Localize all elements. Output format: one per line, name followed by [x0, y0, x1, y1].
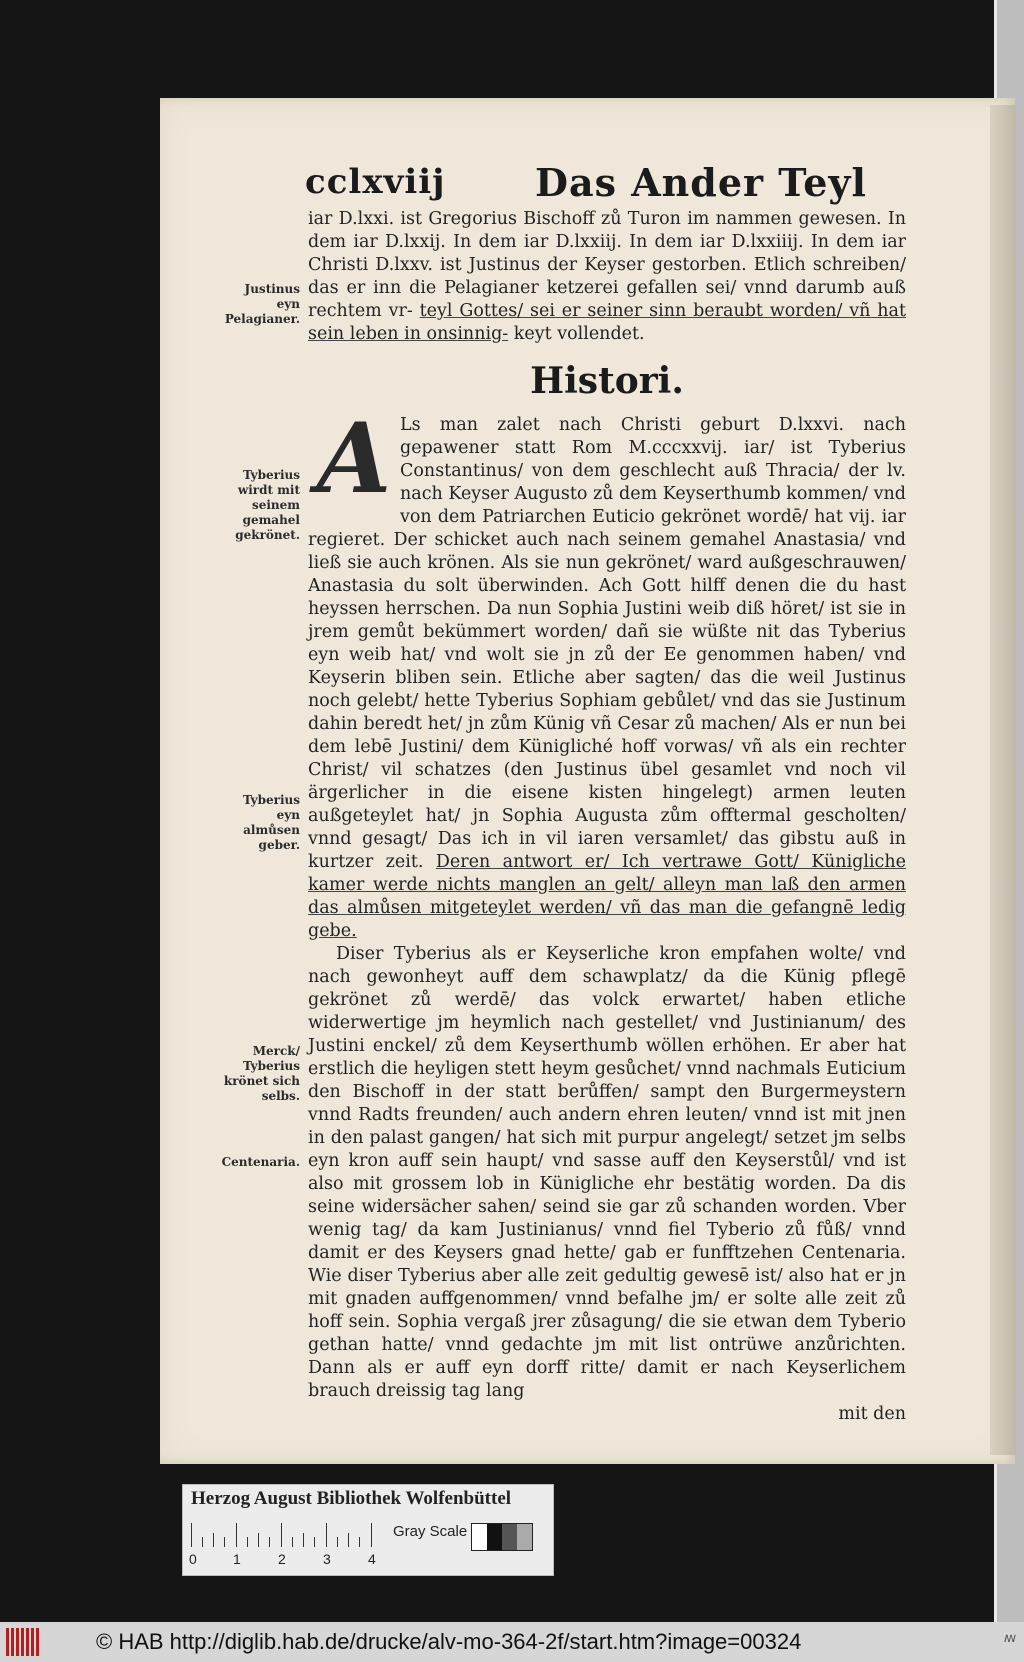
institution-name: Herzog August Bibliothek Wolfenbüttel: [191, 1488, 512, 1509]
margin-note-1: Justinus eyn Pelagianer.: [224, 282, 300, 326]
gray-scale-swatch: [471, 1523, 533, 1551]
margin-note-3: Tyberius eyn almůsen geber.: [243, 793, 300, 852]
margin-note-5: Centenaria.: [221, 1155, 300, 1169]
ruler-number-3: 3: [323, 1551, 331, 1567]
ruler-numbers: [189, 1551, 389, 1569]
page-edge: [990, 105, 1016, 1455]
catchword-line: [308, 1403, 906, 1426]
paragraph-1-underlined-text: Deren antwort er/ Ich vertrawe Gott/ Künigliche kamer werde nichts manglen an gelt/ alleyn man laß den armen das almůsen mitgeteylet werden/ vñ das man die gefangnē ledig gebe.: [308, 852, 906, 941]
running-title: Das Ander Teyl: [535, 160, 867, 205]
section-heading: Histori.: [530, 360, 684, 402]
ruler-number-4: 4: [368, 1551, 376, 1567]
folio-number: cclxviij: [305, 162, 446, 202]
margin-note-2: Tyberius wirdt mit seinem gemahel gekrönet.: [235, 468, 300, 542]
paragraph-1-text: Ls man zalet nach Christi geburt D.lxxvi. nach gepawener statt Rom M.cccxxvij. iar/ ist Tyberius Constantinus/ von dem geschlecht auß Thracia/ der lv. nach Keyser Augusto zů dem Keyserthumb kommen/ vnd von dem Patriarchen Euticio gekrönet wordē/ hat vij. iar regieret. Der schicket auch nach seinem gemahel Anastasia/ vnd ließ sie auch krönen. Als sie nun gekrönet/ ward außgeschrauwen/ Anastasia du solt überwinden. Ach Gott hilff denen die du hast heyssen herrschen. Da nun Sophia Justini weib diß höret/ ist sie in jrem gemůt bekümmert worden/ dañ sie wüßte nit das Tyberius eyn weib hat/ vnd wolt sie jn zů der Ee genommen haben/ vnd Keyserin bliben sein. Etliche aber sagten/ das die weil Justinus noch gelebt/ hette Tyberius Sophiam gebůlet/ vnd das sie Justinum dahin beredt het/ jn zům Künig vñ Cesar zů machen/ Als er nun bei dem lebē Justini/ dem Künigliché hoff vorwas/ vñ als ein rechter Christ/ vil schatzes (den Justinus übel gesamlet vnd noch vil ärgerlicher in die eisene kisten hingelegt) armen leuten außgeteylet hat/ jn Sophia Augusta zům offtermal gescholten/ vnnd gesagt/ Das ich in vil iaren versamlet/ das gibstu auß in kurtzer zeit.: [308, 415, 906, 872]
ruler-number-2: 2: [278, 1551, 286, 1567]
copyright-url[interactable]: © HAB http://diglib.hab.de/drucke/alv-mo-364-2f/start.htm?image=00324: [96, 1629, 802, 1654]
paragraph-2: [308, 943, 906, 1403]
hab-logo-icon: [6, 1628, 46, 1656]
paragraph-2-text: Diser Tyberius als er Keyserliche kron empfahen wolte/ vnd nach gewonheyt auff dem schawplatz/ da die Künig pflegē gekrönet zů werdē/ das volck erwartet/ haben etliche widerwertige jm heymlich nach gestellet/ vnd Justinianum/ des Justini enckel/ zů dem Keyserthumb wöllen erhöhen. Er aber hat erstlich die heyligen stett heym gesůchet/ vnnd nachmals Euticium den Bischoff in der statt berůffen/ sampt den Burgermeystern vnnd Radts freunden/ auch andern ehren leuten/ vnnd ist mit jnen in den palast gangen/ hat sich mit purpur angelegt/ setzet jm selbs eyn kron auff sein haupt/ vnd sasse auff den Keyserstůl/ vnd ist also mit grossem lob in Künigliche ehr bestätig worden. Da dis seine widersächer sahen/ seind sie gar zů schanden worden. Vber wenig tag/ da kam Justinianus/ vnnd fiel Tyberio zů fůß/ vnnd damit er des Keysers gnad hette/ gab er funfftzehen Centenaria. Wie diser Tyberius aber alle zeit gedultig gewesē ist/ also hat er jn mit gnaden auffgenommen/ vnnd befalhe jm/ er solte alle zeit zů hoff sein. Sophia vergaß jrer zůsagung/ die sie etwan dem Tyberio gethan hatte/ vnnd gedachte jm mit list ontrüwe anzůrichten. Dann als er auff eyn dorff ritte/ damit er nach Keyserlichem brauch dreissig tag lang: [308, 944, 906, 1401]
catchword: mit den: [838, 1404, 906, 1424]
margin-note-4: Merck/ Tyberius krönet sich selbs.: [223, 1044, 300, 1103]
ruler-number-0: 0: [189, 1551, 197, 1567]
footer-bar: [0, 1622, 1024, 1662]
gray-scale-label: Gray Scale: [393, 1523, 468, 1540]
decorated-initial: A: [316, 402, 392, 515]
intro-text: iar D.lxxi. ist Gregorius Bischoff zů Turon im nammen gewesen. In dem iar D.lxxij. In dem iar D.lxxiij. In dem iar D.lxxiiij. In dem iar Christi D.lxxv. ist Justinus der Keyser gestorben. Etlich schreiben/ das er inn die Pelagianer ketzerei gefallen sei/ vnnd darumb auß rechtem vr-: [308, 209, 906, 321]
main-text: [308, 208, 906, 1426]
paragraph-1: [308, 402, 906, 943]
ruler-number-1: 1: [233, 1551, 241, 1567]
intro-end-text: keyt vollendet.: [513, 324, 645, 344]
measurement-ruler: [191, 1523, 391, 1547]
page-header: [305, 160, 965, 210]
intro-underlined-text: teyl Gottes/ sei er seiner sinn beraubt worden/ vñ hat sein leben in onsinnig-: [308, 301, 906, 344]
library-label-card: [182, 1484, 554, 1576]
intro-paragraph: [308, 208, 906, 346]
footer-small-code: ꟿ: [1004, 1634, 1016, 1645]
